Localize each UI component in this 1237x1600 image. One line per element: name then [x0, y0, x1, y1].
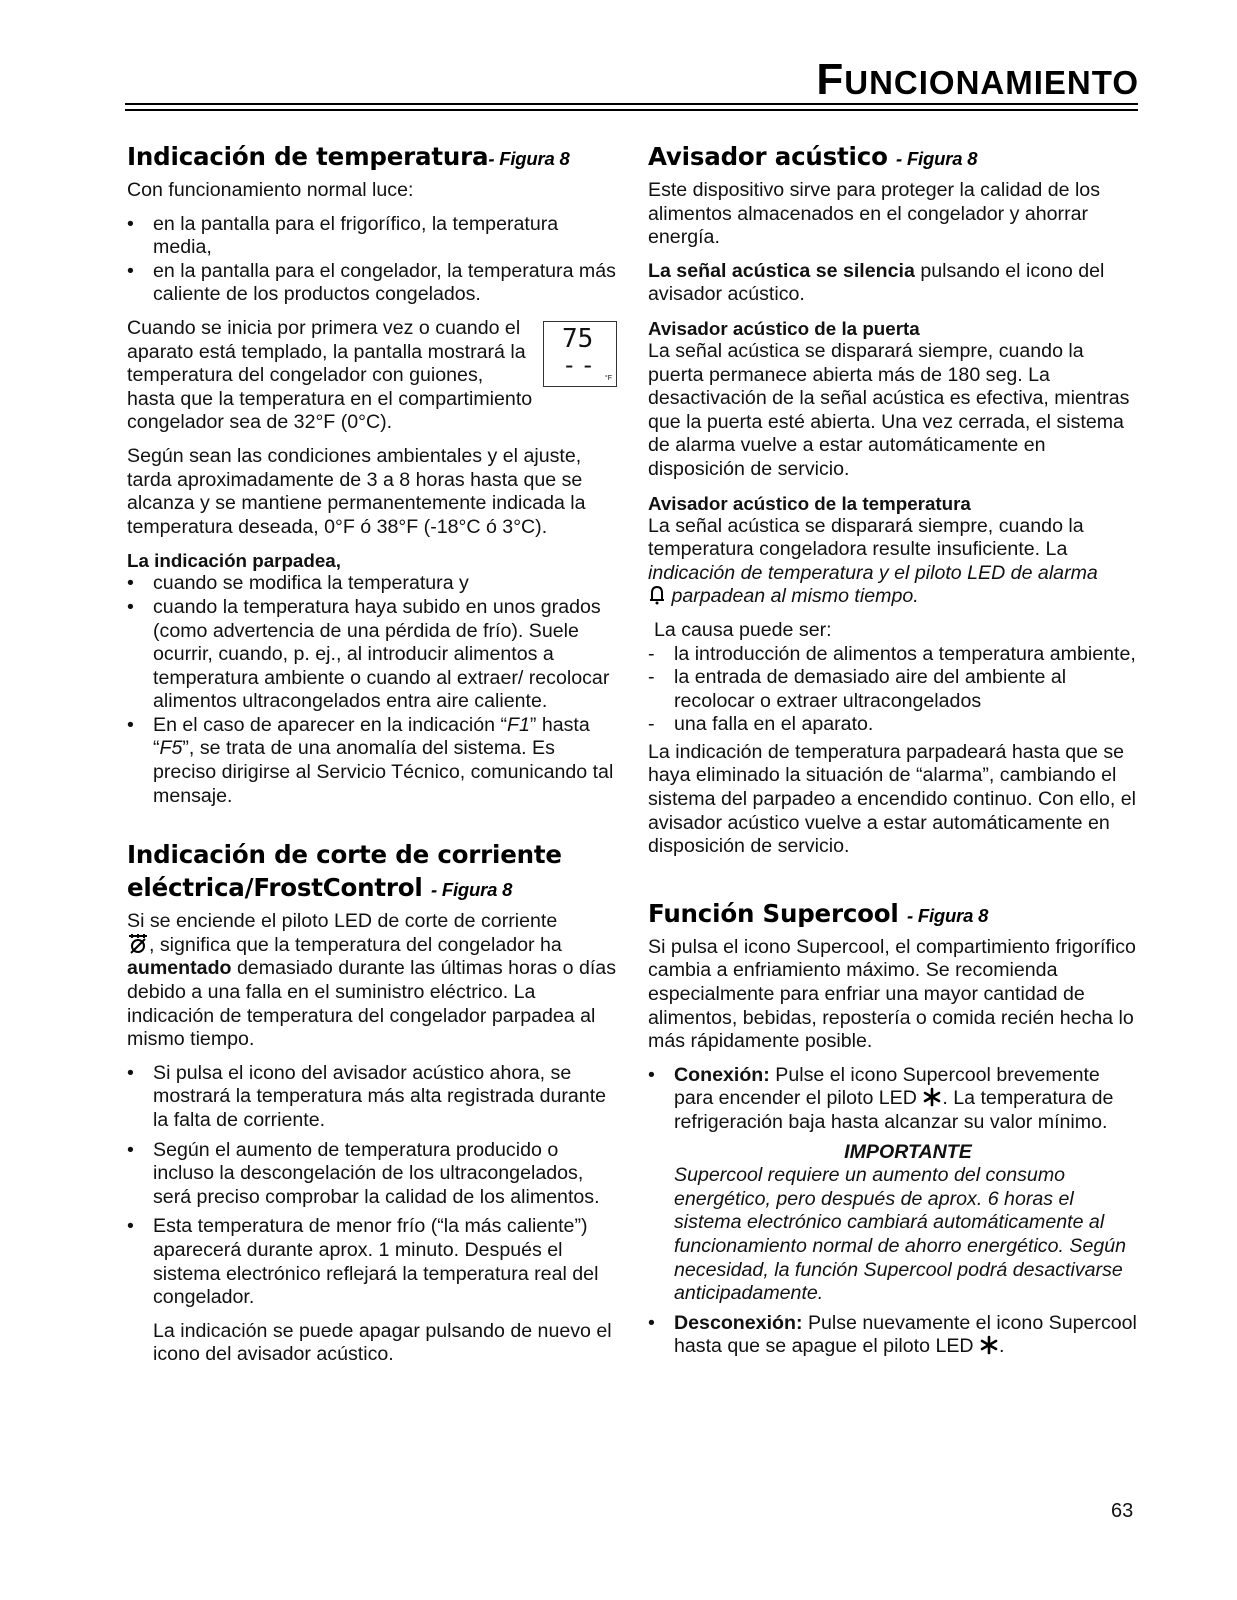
section-heading-temperature-display — [127, 140, 621, 175]
alarm-silence-text: La señal acústica se silencia pulsando el icono del avisador acústico. — [648, 259, 1105, 306]
power-failure-text: Si se enciende el piloto LED de corte de corriente , significa que la temperatura del congelador ha aumentado demasiado durante las últimas horas o días debido a una falla en el suministro eléctrico. La indicación de temperatura del congelador parpadea al mismo tiempo. — [127, 910, 616, 1051]
door-alarm-heading: Avisador acústico de la puerta — [648, 317, 920, 339]
list-item: - la entrada de demasiado aire del ambiente al recolocar o extraer ultracongelados — [648, 666, 1142, 713]
display-digits: 75 — [562, 323, 594, 354]
heading-text: Indicación de temperatura — [127, 142, 489, 171]
heading-text: Avisador acústico — [648, 142, 888, 171]
list-item: • cuando la temperatura haya subido en unos grados (como advertencia de una pérdida de frío). Suele ocurrir, cuando, p. ej., al introducir alimentos a temperatura ambiente o cuando al extraer/ recolocar alimentos ultracongelados entra aire caliente. — [127, 596, 621, 714]
display-unit: °F — [604, 374, 612, 382]
blink-list — [127, 572, 621, 808]
error-code-f1: F1 — [507, 713, 530, 736]
header-rule-bottom — [125, 109, 1138, 111]
alarm-intro: Este dispositivo sirve para proteger la calidad de los alimentos almacenados en el congelador y ahorrar energía. — [648, 179, 1100, 249]
error-code-f5: F5 — [159, 737, 183, 760]
list-item: • en la pantalla para el frigorífico, la temperatura media, — [127, 213, 621, 260]
supercool-off-item: • Desconexión: Pulse nuevamente el icono Supercool hasta que se apague el piloto LED . — [648, 1312, 1142, 1359]
startup-paragraph — [127, 317, 621, 435]
figure-reference: - Figura 8 — [488, 148, 570, 169]
list-item: • cuando se modifica la temperatura y — [127, 572, 621, 596]
right-column — [648, 140, 1142, 1369]
list-item: • Si pulsa el icono del avisador acústico ahora, se mostrará la temperatura más alta registrada durante la falta de corriente. — [127, 1062, 621, 1133]
figure-reference: - Figura 8 — [896, 148, 978, 169]
conditions-text: Según sean las condiciones ambientales y el ajuste, tarda aproximadamente de 3 a 8 horas hasta que se alcanza y se mantiene permanentemente indicada la temperatura deseada, 0°F ó 38°F (-18°C ó 3°C). — [127, 444, 586, 538]
section-heading-supercool — [648, 897, 1142, 932]
list-item: • Según el aumento de temperatura producido o incluso la descongelación de los ultracongelados, será preciso comprobar la calidad de los alimentos. — [127, 1139, 621, 1210]
blink-heading: La indicación parpadea, — [127, 550, 341, 572]
supercool-on-item: • Conexión: Pulse el icono Supercool brevemente para encender el piloto LED . La temperatura de refrigeración baja hasta alcanzar su valor mínimo. IMPORTANTE Supercool requiere un aumento del consumo energético, pero después de aprox. 6 horas el sistema electrónico cambiará automáticamente al funcionamiento normal de ahorro energético. Según necesidad, la función Supercool podrá desactivarse anticipadamente. — [648, 1064, 1142, 1306]
alarm-closing: La indicación de temperatura parpadeará hasta que se haya eliminado la situación de “alarma”, cambiando el sistema del parpadeo a encendido continuo. Con ello, el avisador acústico vuelve a estar automáticamente en disposición de servicio. — [648, 740, 1136, 858]
section-heading-power-failure — [127, 838, 621, 906]
figure-reference: - Figura 8 — [430, 879, 513, 901]
intro-text: Con funcionamiento normal luce: — [127, 179, 414, 201]
temperature-alarm-text: La señal acústica se disparará siempre, cuando la temperatura congeladora resulte insuficiente. La indicación de temperatura y el piloto LED de alarma parpadean al mismo tiempo. — [648, 514, 1098, 608]
normal-operation-list — [127, 213, 621, 307]
display-dashes: -- — [562, 350, 599, 379]
power-failure-list — [127, 1062, 621, 1310]
section-heading-acoustic-alarm — [648, 140, 1142, 175]
cause-intro: La causa puede ser: — [654, 618, 832, 641]
supercool-list — [648, 1064, 1142, 1359]
heading-text: Indicación de corte de corriente — [127, 840, 562, 870]
page-title — [816, 55, 1139, 105]
title-initial: F — [816, 55, 845, 104]
header-rule-top — [125, 103, 1138, 105]
title-rest: UNCIONAMIENTO — [844, 64, 1139, 101]
important-text: Supercool requiere un aumento del consumo energético, pero después de aprox. 6 horas el sistema electrónico cambiará automáticamente al funcionamiento normal de ahorro energético. Según necesidad, la función Supercool podrá desactivarse anticipadamente. — [674, 1164, 1127, 1305]
temperature-display-illustration — [543, 321, 617, 387]
snowflake-icon — [979, 1335, 999, 1355]
supercool-intro: Si pulsa el icono Supercool, el compartimiento frigorífico cambia a enfriamiento máximo. Se recomienda especialmente para enfriar una mayor cantidad de alimentos, bebidas, repostería o comida recién hecha lo más rápidamente posible. — [648, 935, 1136, 1053]
cause-list — [648, 643, 1142, 737]
page-number: 63 — [1111, 1500, 1134, 1522]
power-failure-closing: La indicación se puede apagar pulsando de nuevo el icono del avisador acústico. — [153, 1319, 612, 1366]
important-label: IMPORTANTE — [844, 1140, 972, 1163]
startup-text: Cuando se inicia por primera vez o cuando el aparato está templado, la pantalla mostrará la temperatura del congelador con guiones, hasta que la temperatura en el compartimiento congelador sea de 32°F (0°C). — [127, 316, 533, 434]
list-item: • En el caso de aparecer en la indicación “F1” hasta “F5”, se trata de una anomalía del sistema. Es preciso dirigirse al Servicio Técnico, comunicando tal mensaje. — [127, 714, 621, 808]
list-item: - una falla en el aparato. — [648, 713, 1142, 737]
list-item: • Esta temperatura de menor frío (“la más caliente”) aparecerá durante aprox. 1 minuto. Después el sistema electrónico reflejará la temperatura real del congelador. — [127, 1215, 621, 1309]
heading-text: Función Supercool — [648, 898, 899, 928]
door-alarm-text: La señal acústica se disparará siempre, cuando la puerta permanece abierta más de 180 seg. La desactivación de la señal acústica es efectiva, mientras que la puerta esté abierta. Una vez cerrada, el sistema de alarma vuelve a estar automáticamente en disposición de servicio. — [648, 339, 1130, 480]
left-column — [127, 140, 621, 1377]
snowflake-icon — [922, 1087, 942, 1107]
list-item: • en la pantalla para el congelador, la temperatura más caliente de los productos congelados. — [127, 260, 621, 307]
heading-text: eléctrica/FrostControl — [127, 873, 423, 903]
temperature-alarm-heading: Avisador acústico de la temperatura — [648, 492, 971, 514]
figure-reference: - Figura 8 — [906, 904, 989, 926]
list-item: - la introducción de alimentos a temperatura ambiente, — [648, 643, 1142, 667]
power-failure-icon — [127, 934, 149, 954]
alarm-bell-icon — [648, 585, 666, 605]
